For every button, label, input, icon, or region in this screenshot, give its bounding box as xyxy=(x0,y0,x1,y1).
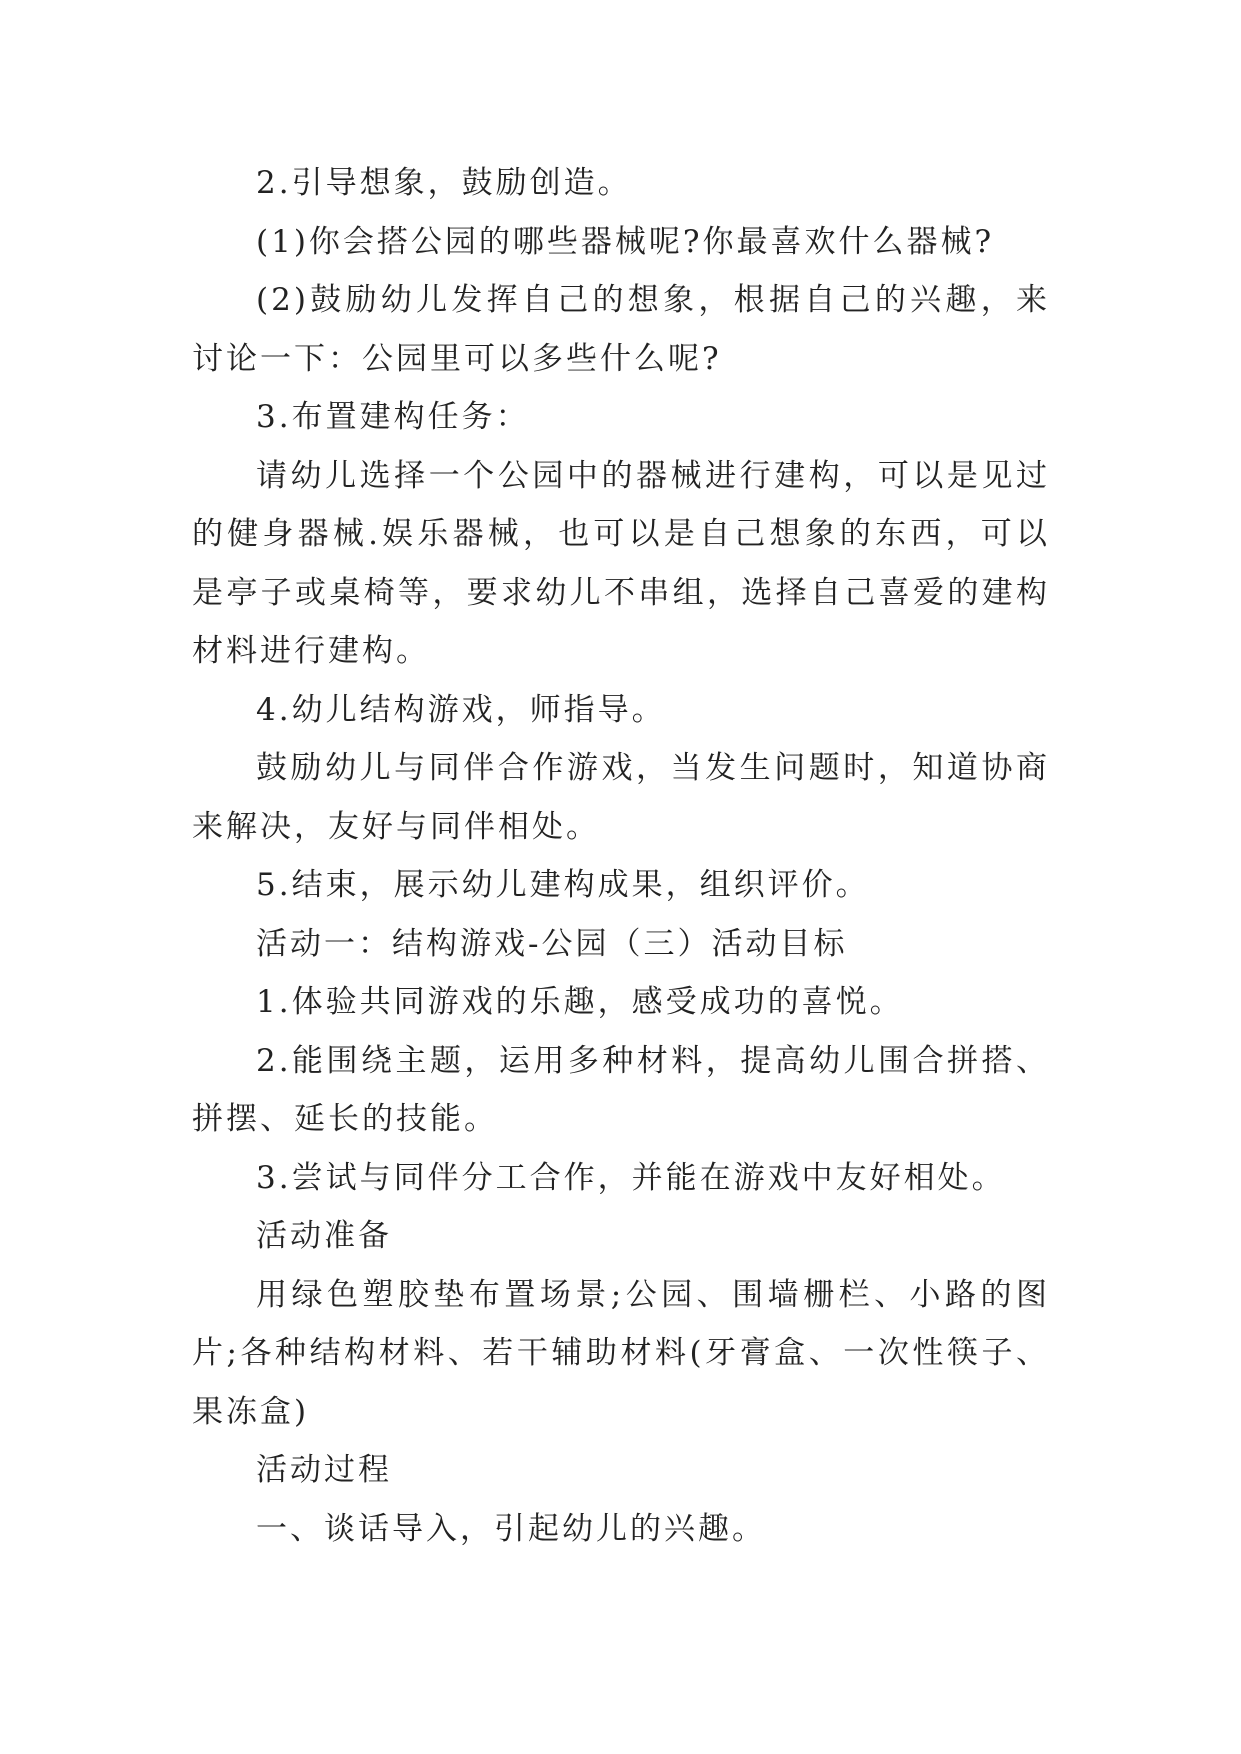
document-body xyxy=(192,154,1050,1558)
paragraph: 用绿色塑胶垫布置场景;公园、围墙栅栏、小路的图片;各种结构材料、若干辅助材料(牙膏盒、一次性筷子、果冻盒) xyxy=(192,1276,1050,1430)
paragraph: 3.布置建构任务： xyxy=(256,399,530,435)
paragraph: 一、谈话导入，引起幼儿的兴趣。 xyxy=(256,1510,766,1547)
section-heading: 活动过程 xyxy=(256,1452,392,1488)
section-heading: 活动一：结构游戏-公园（三）活动目标 xyxy=(256,925,848,962)
paragraph: 2.引导想象，鼓励创造。 xyxy=(256,165,632,201)
paragraph: 1.体验共同游戏的乐趣，感受成功的喜悦。 xyxy=(256,984,904,1020)
paragraph: (1)你会搭公园的哪些器械呢?你最喜欢什么器械? xyxy=(256,223,995,260)
section-heading: 活动准备 xyxy=(256,1218,392,1254)
paragraph: (2)鼓励幼儿发挥自己的想象，根据自己的兴趣，来讨论一下：公园里可以多些什么呢? xyxy=(192,282,1050,377)
paragraph: 5.结束，展示幼儿建构成果，组织评价。 xyxy=(256,867,870,903)
paragraph: 4.幼儿结构游戏，师指导。 xyxy=(256,691,666,728)
paragraph: 2.能围绕主题，运用多种材料，提高幼儿围合拼搭、拼摆、延长的技能。 xyxy=(192,1042,1050,1137)
paragraph: 请幼儿选择一个公园中的器械进行建构，可以是见过的健身器械.娱乐器械，也可以是自己想象的东西，可以是亭子或桌椅等，要求幼儿不串组，选择自己喜爱的建构材料进行建构。 xyxy=(192,457,1050,669)
paragraph: 3.尝试与同伴分工合作，并能在游戏中友好相处。 xyxy=(256,1159,1006,1196)
paragraph: 鼓励幼儿与同伴合作游戏，当发生问题时，知道协商来解决，友好与同伴相处。 xyxy=(192,750,1050,845)
